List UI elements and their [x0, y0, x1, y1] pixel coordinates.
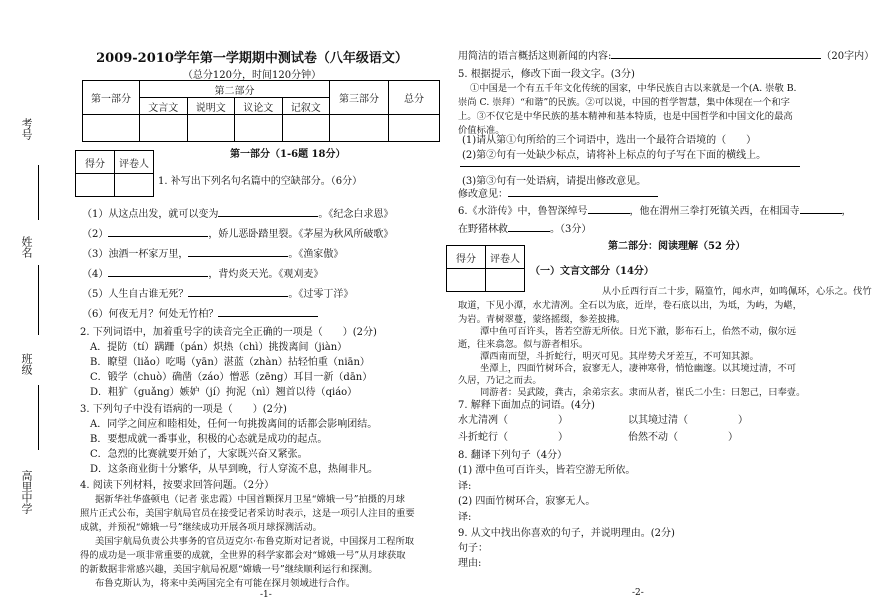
q4-text: 的新数据非常感兴趣，美国宇航局祝愿“嫦娥一号”继续顺利运行和探测。: [80, 564, 378, 575]
q9-sentence-label[interactable]: 句子：: [458, 543, 488, 554]
q7-item[interactable]: 水尤清冽（ ）: [458, 415, 568, 426]
q2-option[interactable]: B．瞭望（liǎo）吃喝（yān）湛蓝（zhàn）拈轻怕重（niān）: [90, 357, 370, 368]
score-cell[interactable]: [140, 115, 188, 142]
answer-blank[interactable]: [588, 213, 630, 214]
score-cell[interactable]: [187, 115, 235, 142]
q5-sub-answer: 修改意见：: [458, 185, 658, 200]
answer-blank[interactable]: [218, 216, 318, 217]
answer-blank[interactable]: [188, 256, 288, 257]
grader-score-label: 得分: [447, 246, 486, 269]
score-part2: 第二部分: [140, 81, 330, 98]
q8-prompt: 8. 翻译下列句子（4分）: [458, 450, 568, 461]
q8-item: (1) 潭中鱼可百许头，皆若空游无所依。: [458, 465, 636, 476]
q5-sub: (2)第②句有一处缺少标点，请将补上标点的句子写在下面的横线上。: [462, 150, 767, 161]
q4-text: 据新华社华盛顿电（记者 张忠霞）中国首颗探月卫星“嫦娥一号”拍摄的月球: [95, 494, 405, 505]
q7-item[interactable]: 斗折蛇行（ ）: [458, 432, 568, 443]
side-label-school: 高里中学: [20, 470, 33, 514]
page-number-left: -1-: [260, 590, 272, 600]
answer-blank[interactable]: [108, 276, 208, 277]
divider-line: [38, 385, 39, 450]
score-table: [82, 80, 440, 142]
q4-answer-line: 用简洁的语言概括这则新闻的内容: （20字内）: [458, 51, 874, 62]
score-cell[interactable]: [282, 115, 330, 142]
score-part3: 第三部分: [330, 81, 389, 115]
q2-option[interactable]: C．锻学（chuò）确凿（záo）憎恶（zēng）耳目一新（dān）: [90, 372, 373, 383]
q4-text: 得的成功是一项非常重要的成就，全世界的科学家都会对“嫦娥一号”从月球获取: [80, 550, 406, 561]
grader-name-label: 评卷人: [486, 246, 525, 269]
q3-option[interactable]: C．急烈的比赛就要开始了，大家既兴奋又紧张。: [90, 449, 308, 460]
answer-blank[interactable]: [508, 231, 550, 232]
answer-blank[interactable]: [108, 236, 208, 237]
q8-answer-label[interactable]: 译:: [458, 481, 472, 492]
grader-table: [75, 150, 154, 197]
q6-line1: 6.《水浒传》中，鲁智深绰号 ，他在渭州三拳打死镇关西，在相国寺 ，: [458, 206, 852, 217]
q7-prompt: 7. 解释下面加点的词语。(4分): [458, 400, 595, 411]
q1-item: （4） ，背灼炎天光。《观刈麦》: [82, 269, 324, 280]
q2-prompt: 2. 下列词语中，加着重号字的读音完全正确的一项是（ ）(2分): [80, 327, 377, 338]
q3-prompt: 3. 下列句子中没有语病的一项是（ ）(2分): [80, 404, 287, 415]
q1-prompt: 1. 补写出下列名句名篇中的空缺部分。（6分）: [158, 176, 363, 187]
q9-prompt: 9. 从文中找出你喜欢的句子，并说明理由。(2分): [458, 528, 675, 539]
q5-text: 价值标准。: [458, 125, 505, 136]
q6-line2: 在野猪林救 。（3分）: [458, 224, 592, 235]
passage-line: 坐潭上，四面竹树环合，寂寥无人，凄神寒骨，悄怆幽邃。以其境过清，不可: [480, 363, 797, 374]
grader-name-label: 评卷人: [115, 151, 154, 174]
q4-text: 照片正式公布，美国宇航局官员在接受记者采访时表示，这是一项引人注目的重要: [80, 508, 415, 519]
score-sub-col: 议论文: [235, 98, 283, 115]
q8-item: (2) 四面竹树环合，寂寥无人。: [458, 496, 596, 507]
side-label-exam-no: 考号: [20, 118, 33, 140]
q5-sub: (1)请从第①句所给的三个词语中，选出一个最符合语境的（ ）: [462, 135, 757, 146]
side-label-name: 姓名: [20, 236, 33, 258]
q1-item: （1）从这点出发，就可以变为 。《纪念白求恩》: [82, 209, 394, 220]
passage-line: 逝，往来翕忽。似与游者相乐。: [458, 339, 589, 350]
q5-text: 崇尚 C. 崇拜）“和谐”的民族。②可以说，中国的哲学智慧，集中体现在一个和字: [458, 97, 790, 108]
answer-blank[interactable]: [188, 296, 288, 297]
q5-prompt: 5. 根据提示，修改下面一段文字。(3分): [458, 69, 635, 80]
grader-table: [446, 245, 525, 292]
q4-prompt: 4. 阅读下列材料，按要求回答问题。（2分）: [80, 480, 275, 491]
q4-text: 成就，并预祝“嫦娥一号”继续成功开展各项月球探测活动。: [80, 522, 322, 533]
q2-option[interactable]: A．提防（tí）蹒跚（pán）炽热（chì）挑拨离间（jiàn）: [90, 342, 348, 353]
score-part1: 第一部分: [83, 81, 140, 115]
q3-option[interactable]: D．这条商业街十分繁华，从早到晚，行人穿流不息，热闹非凡。: [90, 464, 379, 475]
grader-name-cell[interactable]: [115, 174, 154, 197]
page-number-right: -2-: [632, 588, 644, 598]
grader-score-cell[interactable]: [76, 174, 115, 197]
answer-blank[interactable]: [800, 213, 842, 214]
q1-item: （5）人生自古谁无死？ 。《过零丁洋》: [82, 289, 354, 300]
exam-title: 2009-2010学年第一学期期中测试卷（八年级语文）: [96, 51, 408, 66]
q1-item: （3）浊酒一杯家万里， 。《渔家傲》: [82, 249, 344, 260]
part2-heading: 第二部分：阅读理解（52 分）: [608, 241, 746, 252]
q4-text: 美国宇航局负责公共事务的官员迈克尔·布鲁克斯对记者说，中国探月工程所取: [95, 536, 415, 547]
answer-blank[interactable]: [611, 58, 821, 59]
answer-line[interactable]: [460, 166, 800, 167]
q1-item: （6）何夜无月？何处无竹柏？: [82, 305, 318, 320]
side-label-class: 班级: [20, 353, 33, 375]
q7-item[interactable]: 佁然不动（ ）: [628, 432, 738, 443]
q5-text: ①中国是一个有五千年文化传统的国家，中华民族自古以来就是一个(A. 崇敬 B.: [470, 83, 797, 94]
passage-line: 同游者：吴武陵，龚古，余弟宗玄。隶而从者，崔氏二小生：曰恕己，曰奉壹。: [480, 387, 806, 398]
section-classical: （一）文言文部分（14分）: [530, 266, 654, 277]
score-cell[interactable]: [330, 115, 389, 142]
grader-score-cell[interactable]: [447, 269, 486, 292]
q2-option[interactable]: D．粗犷（guǎng）嫉妒（jí）拘泥（nì）翘首以待（qiáo）: [90, 387, 358, 398]
score-sub-col: 文言文: [140, 98, 188, 115]
passage-line: 从小丘西行百二十步，隔篁竹，闻水声，如鸣佩环，心乐之。伐竹: [602, 286, 872, 297]
part1-heading: 第一部分（1-6题 18分）: [230, 149, 346, 160]
q8-answer-label[interactable]: 译:: [458, 512, 472, 523]
passage-line: 取道，下见小潭，水尤清冽。全石以为底，近岸，卷石底以出，为坻，为屿，为嵁，: [458, 300, 802, 311]
q1-item: （2） ，娇儿恶卧踏里裂。《茅屋为秋风所破歌》: [82, 229, 394, 240]
passage-line: 潭中鱼可百许头，皆若空游无所依。日光下澈，影布石上，佁然不动，俶尔远: [480, 326, 797, 337]
passage-line: 潭西南而望，斗折蛇行，明灭可见。其岸势犬牙差互，不可知其源。: [480, 351, 759, 362]
divider-line: [38, 165, 39, 220]
score-sub-col: 说明文: [187, 98, 235, 115]
passage-line: 久居，乃记之而去。: [458, 375, 542, 386]
score-total: 总分: [389, 81, 440, 115]
q5-text: 上。③不仅它是中华民族的基本精神和基本特质，也是中国哲学和中国文化的最高: [458, 111, 793, 122]
q3-option[interactable]: A．同学之间应和睦相处，任何一句挑拨离间的话都会影响团结。: [90, 419, 378, 430]
q7-item[interactable]: 以其境过清（ ）: [628, 415, 748, 426]
divider-line: [38, 265, 39, 335]
q9-reason-label[interactable]: 理由:: [458, 558, 482, 569]
grader-name-cell[interactable]: [486, 269, 525, 292]
grader-score-label: 得分: [76, 151, 115, 174]
q4-text: 布鲁克斯认为，将来中美两国完全有可能在探月领域进行合作。: [95, 578, 356, 589]
score-sub-col: 记叙文: [282, 98, 330, 115]
score-cell[interactable]: [235, 115, 283, 142]
score-cell[interactable]: [83, 115, 140, 142]
q3-option[interactable]: B．要想成就一番事业，积极的心态就是成功的起点。: [90, 434, 328, 445]
exam-subtitle: （总分120分，时间120分钟）: [182, 70, 322, 81]
q5-sub: (3)第③句有一处语病，请提出修改意见。: [462, 176, 647, 187]
passage-line: 为岩。青树翠蔓，蒙络摇缀，参差披拂。: [458, 314, 626, 325]
answer-blank[interactable]: [508, 196, 658, 197]
answer-blank[interactable]: [218, 316, 318, 317]
score-cell[interactable]: [389, 115, 440, 142]
